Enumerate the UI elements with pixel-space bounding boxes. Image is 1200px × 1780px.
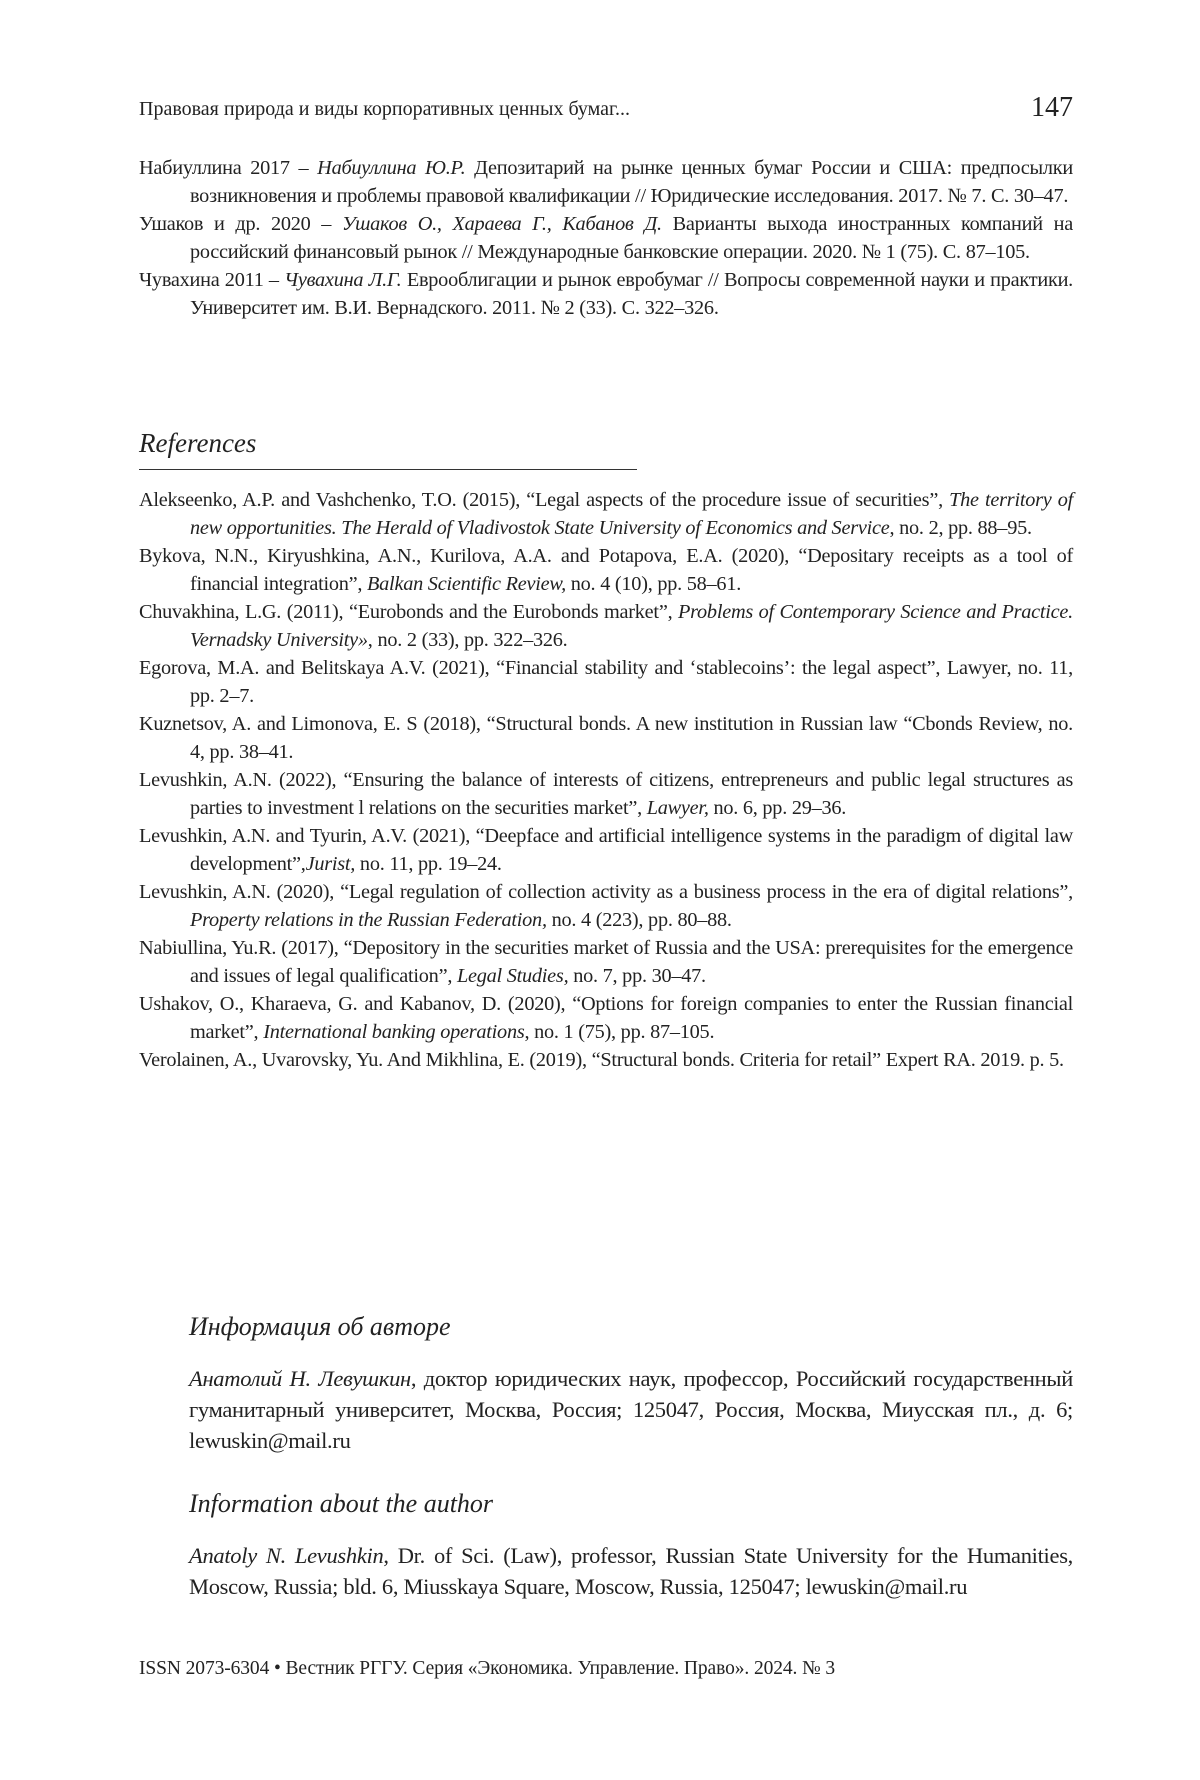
reference-source-title: Legal Studies, (456, 965, 569, 987)
reference-text: Еврооблигации и рынок евробумаг // Вопросы современной науки и практики. Университет им. В.И. Вернадского. 2011. № 2 (33). С. 322–326. (190, 269, 1073, 319)
reference-text: Chuvakhina, L.G. (2011), “Eurobonds and the Eurobonds market”, (139, 601, 679, 623)
reference-source-title: Набиуллина Ю.Р. (317, 157, 466, 179)
author-info-ru (189, 1363, 1073, 1456)
author-details-ru: , доктор юридических наук, профессор, Российский государственный гуманитарный университет, Москва, Россия; 125047, Россия, Москва, Миусская пл., д. 6; lewuskin@mail.ru (189, 1366, 1073, 1453)
page-number: 147 (1031, 92, 1073, 123)
reference-source-title: International banking operations (263, 1021, 525, 1043)
reference-text: Nabiullina, Yu.R. (2017), “Depository in the securities market of Russia and the USA: prerequisites for the emergence and issues of legal qualification”, (139, 937, 1073, 987)
reference-source-title: Jurist, (305, 853, 356, 875)
references-list (139, 486, 1073, 1074)
reference-entry (139, 266, 1073, 322)
reference-text: Варианты выхода иностранных компаний на российский финансовый рынок // Международные банковские операции. 2020. № 1 (75). С. 87–105. (190, 213, 1073, 263)
reference-text: , no. 2 (33), pp. 322–326. (367, 629, 568, 651)
author-name-ru: Анатолий Н. Левушкин (189, 1366, 411, 1391)
reference-text: , no. 2, pp. 88–95. (889, 517, 1032, 539)
reference-entry (139, 1046, 1073, 1074)
reference-source-title: Problems of Contemporary Science and Practice. Vernadsky University» (190, 601, 1074, 651)
author-info-en-heading: Information about the author (189, 1489, 494, 1518)
reference-text: Bykova, N.N., Kiryushkina, A.N., Kurilova, A.A. and Potapova, E.A. (2020), “Depositary receipts as a tool of financial integration”, (139, 545, 1073, 595)
reference-entry (139, 486, 1073, 542)
reference-text: Ушаков и др. 2020 – (139, 213, 342, 235)
author-details-en: , Dr. of Sci. (Law), professor, Russian State University for the Humanities, Moscow, Russia; bld. 6, Miusskaya Square, Moscow, Russia, 125047; lewuskin@mail.ru (189, 1543, 1073, 1599)
reference-text: Verolainen, A., Uvarovsky, Yu. And Mikhlina, E. (2019), “Structural bonds. Criteria for retail” Expert RA. 2019. p. 5. (139, 1049, 1064, 1071)
reference-source-title: Чувахина Л.Г. (284, 269, 402, 291)
reference-text: Egorova, M.A. and Belitskaya A.V. (2021), “Financial stability and ‘stablecoins’: the legal aspect”, Lawyer, no. 11, pp. 2–7. (139, 657, 1073, 707)
reference-source-title: Lawyer, (646, 797, 709, 819)
reference-text: no. 4 (223), pp. 80–88. (546, 909, 732, 931)
reference-source-title: Property relations in the Russian Federation, (190, 909, 547, 931)
reference-entry (139, 598, 1073, 654)
reference-entry (139, 654, 1073, 710)
reference-text: Alekseenko, A.P. and Vashchenko, T.O. (2015), “Legal aspects of the procedure issue of securities”, (139, 489, 950, 511)
reference-text: Kuznetsov, A. and Limonova, E. S (2018), “Structural bonds. A new institution in Russian law “Cbonds Review, no. 4, pp. 38–41. (139, 713, 1073, 763)
reference-source-title: Balkan Scientific Review, (367, 573, 566, 595)
reference-entry (139, 934, 1073, 990)
author-info-en (189, 1540, 1073, 1602)
reference-text: Ushakov, O., Kharaeva, G. and Kabanov, D. (2020), “Options for foreign companies to enter the Russian financial market”, (139, 993, 1073, 1043)
reference-text: no. 4 (10), pp. 58–61. (565, 573, 742, 595)
reference-text: Депозитарий на рынке ценных бумаг России и США: предпосылки возникновения и проблемы правовой квалификации // Юридические исследования. 2017. № 7. С. 30–47. (190, 157, 1074, 207)
reference-source-title: The territory of new opportunities. The Herald of Vladivostok State University of Economics and Service (190, 489, 1073, 539)
reference-entry (139, 766, 1073, 822)
reference-text: Levushkin, A.N. (2020), “Legal regulation of collection activity as a business process in the era of digital relations”, (139, 881, 1073, 903)
reference-text: Набиуллина 2017 – (139, 157, 318, 179)
reference-entry (139, 542, 1073, 598)
journal-footer: ISSN 2073-6304 • Вестник РГГУ. Серия «Экономика. Управление. Право». 2024. № 3 (139, 1658, 836, 1679)
reference-entry (139, 822, 1073, 878)
reference-entry (139, 154, 1073, 210)
heading-rule (139, 469, 637, 470)
references-heading: References (139, 428, 257, 458)
author-name-en: Anatoly N. Levushkin (189, 1543, 384, 1568)
reference-text: , no. 1 (75), pp. 87–105. (524, 1021, 715, 1043)
running-title: Правовая природа и виды корпоративных ценных бумаг... (139, 98, 630, 120)
reference-text: no. 6, pp. 29–36. (708, 797, 847, 819)
author-info-ru-heading: Информация об авторе (189, 1312, 451, 1341)
reference-text: Levushkin, A.N. (2022), “Ensuring the balance of interests of citizens, entrepreneurs and public legal structures as parties to investment l relations on the securities market”, (139, 769, 1073, 819)
reference-entry (139, 710, 1073, 766)
reference-text: no. 7, pp. 30–47. (568, 965, 706, 987)
reference-entry (139, 990, 1073, 1046)
reference-entry (139, 210, 1073, 266)
reference-entry (139, 878, 1073, 934)
reference-text: no. 11, pp. 19–24. (355, 853, 502, 875)
russian-sources-list (139, 154, 1073, 322)
reference-text: Levushkin, A.N. and Tyurin, A.V. (2021), “Deepface and artificial intelligence systems in the paradigm of digital law development”, (139, 825, 1073, 875)
reference-text: Чувахина 2011 – (139, 269, 285, 291)
reference-source-title: Ушаков О., Хараева Г., Кабанов Д. (341, 213, 662, 235)
